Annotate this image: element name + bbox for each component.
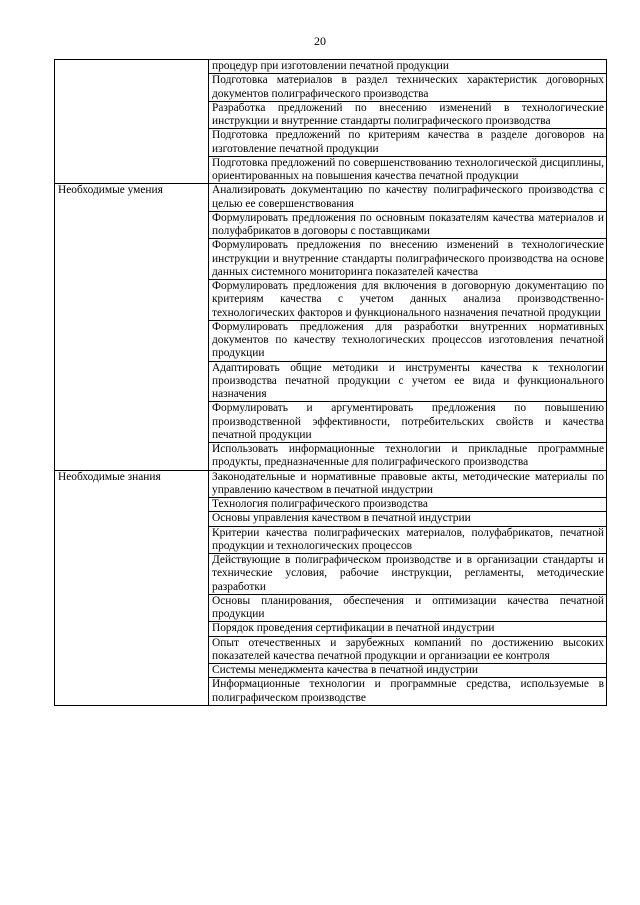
- item-text: Подготовка предложений по критериям качества в разделе договоров на изготовление печатной продукции: [209, 129, 607, 157]
- item-text: Подготовка материалов в раздел технических характеристик договорных документов полиграфического производства: [209, 74, 607, 102]
- item-text: Законодательные и нормативные правовые акты, методические материалы по управлению качеством в печатной индустрии: [209, 470, 607, 498]
- item-text: Формулировать предложения для разработки внутренних нормативных документов по качеству технологических процессов изготовления печатной продукции: [209, 320, 607, 361]
- item-text: Порядок проведения сертификации в печатной индустрии: [209, 622, 607, 636]
- skills-table: [54, 59, 607, 706]
- item-text: Формулировать предложения для включения в договорную документацию по критериям качества с учетом данных анализа производственно-технологических факторов и функционального назначения печатной продукции: [209, 280, 607, 321]
- item-text: Разработка предложений по внесению изменений в технологические инструкции и внутренние стандарты полиграфического производства: [209, 101, 607, 129]
- item-text: Формулировать предложения по основным показателям качества материалов и полуфабрикатов в договоры с поставщиками: [209, 211, 607, 239]
- category-label: Необходимые умения: [55, 184, 209, 470]
- table-body: [55, 60, 607, 706]
- category-label: [55, 60, 209, 184]
- item-text: Основы планирования, обеспечения и оптимизации качества печатной продукции: [209, 594, 607, 622]
- table-row: [55, 60, 607, 74]
- item-text: Информационные технологии и программные средства, используемые в полиграфическом производстве: [209, 678, 607, 706]
- item-text: Действующие в полиграфическом производстве и в организации стандарты и технические условия, рабочие инструкции, регламенты, методические разработки: [209, 554, 607, 595]
- item-text: Адаптировать общие методики и инструменты качества к технологии производства печатной продукции с учетом ее вида и функционального назначения: [209, 361, 607, 402]
- item-text: Критерии качества полиграфических материалов, полуфабрикатов, печатной продукции и технологических процессов: [209, 526, 607, 554]
- item-text: Основы управления качеством в печатной индустрии: [209, 512, 607, 526]
- item-text: Системы менеджмента качества в печатной индустрии: [209, 664, 607, 678]
- item-text: процедур при изготовлении печатной продукции: [209, 60, 607, 74]
- item-text: Использовать информационные технологии и прикладные программные продукты, предназначенные для полиграфического производства: [209, 443, 607, 471]
- item-text: Формулировать и аргументировать предложения по повышению производственной эффективности, потребительских свойств и качества печатной продукции: [209, 402, 607, 443]
- page-number: 20: [314, 34, 326, 48]
- category-label: Необходимые знания: [55, 470, 209, 705]
- item-text: Анализировать документацию по качеству полиграфического производства с целью ее совершенствования: [209, 184, 607, 212]
- table-row: [55, 184, 607, 212]
- item-text: Формулировать предложения по внесению изменений в технологические инструкции и внутренние стандарты полиграфического производства на основе данных системного мониторинга показателей качества: [209, 239, 607, 280]
- item-text: Опыт отечественных и зарубежных компаний по достижению высоких показателей качества печатной продукции и организации ее контроля: [209, 636, 607, 664]
- table-row: [55, 470, 607, 498]
- item-text: Технология полиграфического производства: [209, 498, 607, 512]
- item-text: Подготовка предложений по совершенствованию технологической дисциплины, ориентированных на повышения качества печатной продукции: [209, 156, 607, 184]
